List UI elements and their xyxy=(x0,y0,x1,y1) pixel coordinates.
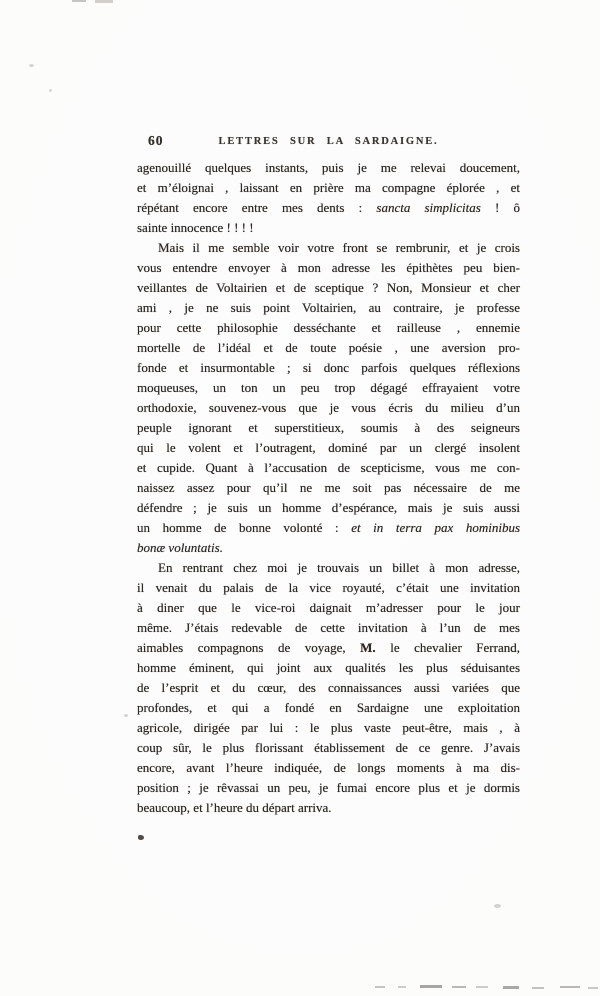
text-segment: vous entendre envoyer à mon adresse les épithètes peu bien- xyxy=(137,260,520,275)
text-line xyxy=(137,218,520,238)
text-line xyxy=(137,758,520,778)
text-line xyxy=(137,158,520,178)
page-number: 60 xyxy=(148,133,164,148)
page-header xyxy=(137,133,520,151)
text-line xyxy=(137,638,520,658)
text-line xyxy=(137,558,520,578)
text-segment: moqueuses, un ton un peu trop dégagé effrayaient votre xyxy=(137,380,520,395)
text-line xyxy=(137,518,520,538)
scan-artifact xyxy=(138,835,144,840)
text-line xyxy=(137,698,520,718)
text-line xyxy=(137,258,520,278)
italic-text-segment: sancta simplicitas xyxy=(376,200,481,215)
text-line xyxy=(137,658,520,678)
text-segment: à diner que le vice-roi daignait m’adresser pour le jour xyxy=(137,600,520,615)
text-line xyxy=(137,318,520,338)
text-segment: qui le volent et l’outragent, dominé par un clergé insolent xyxy=(137,440,520,455)
text-segment: homme éminent, qui joint aux qualités les plus séduisantes xyxy=(137,660,520,675)
text-segment: sainte innocence ! ! ! ! xyxy=(137,220,254,235)
text-line xyxy=(137,398,520,418)
italic-text-segment: bonæ voluntatis. xyxy=(137,540,223,555)
text-segment: orthodoxie, souvenez-vous que je vous écris du milieu d’un xyxy=(137,400,520,415)
text-line xyxy=(137,378,520,398)
text-segment: de l’esprit et du cœur, des connaissances aussi variées que xyxy=(137,680,520,695)
running-title: LETTRES SUR LA SARDAIGNE. xyxy=(218,136,439,147)
text-line xyxy=(137,198,520,218)
text-segment: mortelle de l’idéal et de toute poésie , une aversion pro- xyxy=(137,340,520,355)
text-segment: même. J’étais redevable de cette invitation à l’un de mes xyxy=(137,620,520,635)
bold-text-segment: M. xyxy=(360,640,376,655)
scan-artifact xyxy=(476,986,488,988)
text-segment: défendre ; je suis un homme d’espérance, mais je suis aussi xyxy=(137,500,520,515)
text-segment: ami , je ne suis point Voltairien, au contraire, je professe xyxy=(137,300,520,315)
text-segment: ! ô xyxy=(480,200,520,215)
text-segment: naissez assez pour qu’il ne me soit pas nécessaire de me xyxy=(137,480,520,495)
scan-artifact xyxy=(588,987,598,989)
text-line xyxy=(137,178,520,198)
scan-artifact xyxy=(29,64,34,67)
text-segment: aimables compagnons de voyage, xyxy=(137,640,361,655)
text-line xyxy=(137,678,520,698)
text-line xyxy=(137,718,520,738)
scan-artifact xyxy=(494,904,501,908)
text-line xyxy=(137,778,520,798)
text-segment: position ; je rêvassai un peu, je fumai encore plus et je dormis xyxy=(137,780,520,795)
text-segment: un homme de bonne volonté : xyxy=(137,520,352,535)
text-segment: pour cette philosophie desséchante et railleuse , ennemie xyxy=(137,320,520,335)
scan-artifact xyxy=(375,986,385,988)
text-line xyxy=(137,418,520,438)
text-segment: coup sûr, le plus florissant établissement de ce genre. J’avais xyxy=(137,740,520,755)
text-line xyxy=(137,538,520,558)
text-segment: beaucoup, et l’heure du départ arriva. xyxy=(137,800,332,815)
text-segment: encore, avant l’heure indiquée, de longs moments à ma dis- xyxy=(137,760,520,775)
text-segment: répétant encore entre mes dents : xyxy=(137,200,377,215)
text-segment: veillantes de Voltairien et de sceptique ? Non, Monsieur et cher xyxy=(137,280,520,295)
text-segment: et m’éloignai , laissant en prière ma compagne éplorée , et xyxy=(137,180,520,195)
scan-artifact xyxy=(398,986,406,988)
text-line xyxy=(137,238,520,258)
text-segment: agenouillé quelques instants, puis je me relevai doucement, xyxy=(137,160,520,175)
text-segment: peuple ignorant et superstitieux, soumis à des seigneurs xyxy=(137,420,520,435)
scan-artifact xyxy=(72,0,86,2)
text-segment: profondes, et qui a fondé en Sardaigne une exploitation xyxy=(137,700,520,715)
text-line xyxy=(137,358,520,378)
text-line xyxy=(137,278,520,298)
scan-artifact xyxy=(503,986,519,989)
text-line xyxy=(137,338,520,358)
text-segment: fonde et insurmontable ; si donc parfois quelques réflexions xyxy=(137,360,520,375)
text-segment: il venait du palais de la vice royauté, c’était une invitation xyxy=(137,580,520,595)
scan-artifact xyxy=(560,986,580,988)
scan-artifact xyxy=(95,0,113,3)
text-segment: agricole, dirigée par lui : le plus vaste peut-être, mais , à xyxy=(137,720,520,735)
text-line xyxy=(137,798,520,818)
text-line xyxy=(137,598,520,618)
text-segment: En rentrant chez moi je trouvais un billet à mon adresse, xyxy=(158,560,520,575)
text-line xyxy=(137,478,520,498)
scan-artifact xyxy=(532,987,544,989)
italic-text-segment: et in terra pax hominibus xyxy=(351,520,521,535)
scan-artifact xyxy=(124,714,128,717)
text-block xyxy=(137,158,520,818)
scan-artifact xyxy=(420,985,442,988)
text-line xyxy=(137,498,520,518)
text-line xyxy=(137,618,520,638)
scan-artifact xyxy=(49,89,52,92)
text-segment: et cupide. Quant à l’accusation de scepticisme, vous me con- xyxy=(137,460,520,475)
scan-artifact xyxy=(452,986,466,988)
text-line xyxy=(137,438,520,458)
text-line xyxy=(137,738,520,758)
text-line xyxy=(137,298,520,318)
text-segment: Mais il me semble voir votre front se rembrunir, et je crois xyxy=(158,240,520,255)
text-line xyxy=(137,458,520,478)
text-segment: le chevalier Ferrand, xyxy=(375,640,520,655)
text-line xyxy=(137,578,520,598)
